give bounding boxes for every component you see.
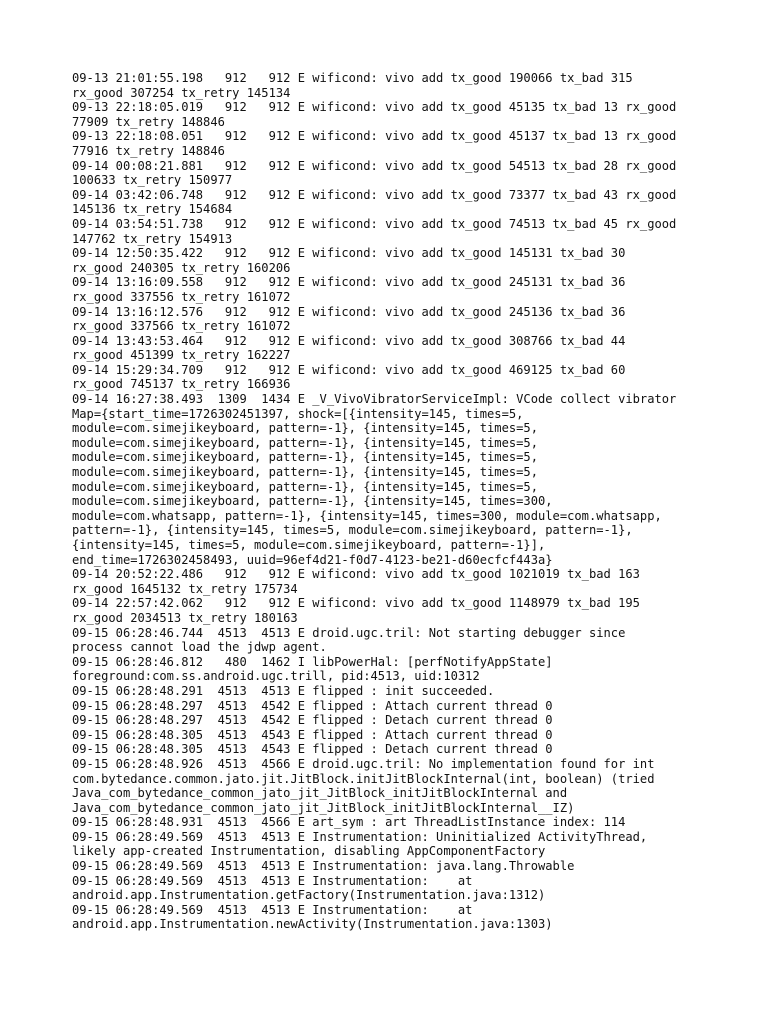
log-line: 77909 tx_retry 148846 xyxy=(72,114,225,129)
log-line: 09-14 03:42:06.748 912 912 E wificond: vivo add tx_good 73377 tx_bad 43 rx_good xyxy=(72,187,677,202)
log-line: android.app.Instrumentation.getFactory(Instrumentation.java:1312) xyxy=(72,888,546,903)
log-line: module=com.simejikeyboard, pattern=-1}, {intensity=145, times=5, xyxy=(72,450,538,465)
log-line: Map={start_time=1726302451397, shock=[{intensity=145, times=5, xyxy=(72,406,524,421)
log-line: module=com.simejikeyboard, pattern=-1}, {intensity=145, times=5, xyxy=(72,435,538,450)
log-line: 09-15 06:28:48.305 4513 4543 E flipped : Attach current thread 0 xyxy=(72,727,553,742)
log-line: 09-14 16:27:38.493 1309 1434 E _V_VivoVibratorServiceImpl: VCode collect vibrator xyxy=(72,392,677,407)
log-line: rx_good 337566 tx_retry 161072 xyxy=(72,319,291,334)
log-line: 09-15 06:28:48.297 4513 4542 E flipped : Detach current thread 0 xyxy=(72,713,553,728)
log-line: 09-14 13:43:53.464 912 912 E wificond: vivo add tx_good 308766 tx_bad 44 xyxy=(72,333,626,348)
log-line: 09-14 13:16:09.558 912 912 E wificond: vivo add tx_good 245131 tx_bad 36 xyxy=(72,275,626,290)
log-line: 09-14 13:16:12.576 912 912 E wificond: vivo add tx_good 245136 tx_bad 36 xyxy=(72,304,626,319)
log-document xyxy=(72,71,712,932)
log-line: 09-14 15:29:34.709 912 912 E wificond: vivo add tx_good 469125 tx_bad 60 xyxy=(72,362,626,377)
log-line: 145136 tx_retry 154684 xyxy=(72,202,233,217)
log-line: 77916 tx_retry 148846 xyxy=(72,143,225,158)
log-line: 09-15 06:28:48.297 4513 4542 E flipped : Attach current thread 0 xyxy=(72,698,553,713)
log-line: rx_good 451399 tx_retry 162227 xyxy=(72,348,291,363)
log-line: pattern=-1}, {intensity=145, times=5, module=com.simejikeyboard, pattern=-1}, xyxy=(72,523,633,538)
log-line: 09-15 06:28:49.569 4513 4513 E Instrumentation: at xyxy=(72,873,473,888)
log-line: 09-14 20:52:22.486 912 912 E wificond: vivo add tx_good 1021019 tx_bad 163 xyxy=(72,567,640,582)
log-line: 100633 tx_retry 150977 xyxy=(72,173,233,188)
log-line: Java_com_bytedance_common_jato_jit_JitBlock_initJitBlockInternal__IZ) xyxy=(72,800,575,815)
log-line: rx_good 1645132 tx_retry 175734 xyxy=(72,581,298,596)
log-body xyxy=(72,71,712,932)
log-line: 09-14 00:08:21.881 912 912 E wificond: vivo add tx_good 54513 tx_bad 28 rx_good xyxy=(72,158,677,173)
log-line: 09-15 06:28:48.305 4513 4543 E flipped : Detach current thread 0 xyxy=(72,742,553,757)
log-line: 09-14 12:50:35.422 912 912 E wificond: vivo add tx_good 145131 tx_bad 30 xyxy=(72,246,626,261)
log-line: {intensity=145, times=5, module=com.simejikeyboard, pattern=-1}], xyxy=(72,538,546,552)
log-line: 09-15 06:28:49.569 4513 4513 E Instrumentation: at xyxy=(72,902,473,917)
log-line: process cannot load the jdwp agent. xyxy=(72,640,327,655)
log-line: 09-14 03:54:51.738 912 912 E wificond: vivo add tx_good 74513 tx_bad 45 rx_good xyxy=(72,216,677,231)
log-line: 09-15 06:28:46.812 480 1462 I libPowerHal: [perfNotifyAppState] xyxy=(72,654,553,669)
log-line: module=com.simejikeyboard, pattern=-1}, {intensity=145, times=5, xyxy=(72,465,538,480)
log-line: module=com.simejikeyboard, pattern=-1}, {intensity=145, times=5, xyxy=(72,479,538,494)
log-line: rx_good 745137 tx_retry 166936 xyxy=(72,377,291,392)
log-line: android.app.Instrumentation.newActivity(Instrumentation.java:1303) xyxy=(72,917,553,932)
log-line: 09-15 06:28:48.291 4513 4513 E flipped : init succeeded. xyxy=(72,683,495,698)
log-line: module=com.whatsapp, pattern=-1}, {intensity=145, times=300, module=com.whatsapp, xyxy=(72,508,662,523)
log-line: 147762 tx_retry 154913 xyxy=(72,231,233,246)
log-line: 09-15 06:28:46.744 4513 4513 E droid.ugc.tril: Not starting debugger since xyxy=(72,625,626,640)
log-line: 09-13 22:18:05.019 912 912 E wificond: vivo add tx_good 45135 tx_bad 13 rx_good xyxy=(72,100,677,115)
log-line: rx_good 240305 tx_retry 160206 xyxy=(72,260,291,275)
log-line: 09-13 22:18:08.051 912 912 E wificond: vivo add tx_good 45137 tx_bad 13 rx_good xyxy=(72,129,677,144)
log-line: 09-13 21:01:55.198 912 912 E wificond: vivo add tx_good 190066 tx_bad 315 xyxy=(72,71,633,85)
log-line: 09-15 06:28:49.569 4513 4513 E Instrumentation: Uninitialized ActivityThread, xyxy=(72,829,648,844)
log-line: foreground:com.ss.android.ugc.trill, pid:4513, uid:10312 xyxy=(72,669,480,684)
log-line: module=com.simejikeyboard, pattern=-1}, {intensity=145, times=5, xyxy=(72,421,538,436)
log-line: Java_com_bytedance_common_jato_jit_JitBlock_initJitBlockInternal and xyxy=(72,786,568,801)
log-line: likely app-created Instrumentation, disabling AppComponentFactory xyxy=(72,844,546,859)
log-line: 09-15 06:28:48.931 4513 4566 E art_sym : art ThreadListInstance index: 114 xyxy=(72,815,626,830)
log-line: com.bytedance.common.jato.jit.JitBlock.initJitBlockInternal(int, boolean) (tried xyxy=(72,771,655,786)
log-line: 09-14 22:57:42.062 912 912 E wificond: vivo add tx_good 1148979 tx_bad 195 xyxy=(72,596,640,611)
log-line: module=com.simejikeyboard, pattern=-1}, {intensity=145, times=300, xyxy=(72,494,553,509)
log-line: end_time=1726302458493, uuid=96ef4d21-f0d7-4123-be21-d60ecfcf443a} xyxy=(72,552,553,567)
log-line: 09-15 06:28:49.569 4513 4513 E Instrumentation: java.lang.Throwable xyxy=(72,859,575,874)
log-line: rx_good 337556 tx_retry 161072 xyxy=(72,289,291,304)
log-line: rx_good 2034513 tx_retry 180163 xyxy=(72,610,298,625)
log-line: 09-15 06:28:48.926 4513 4566 E droid.ugc.tril: No implementation found for int xyxy=(72,756,655,771)
log-line: rx_good 307254 tx_retry 145134 xyxy=(72,85,291,100)
